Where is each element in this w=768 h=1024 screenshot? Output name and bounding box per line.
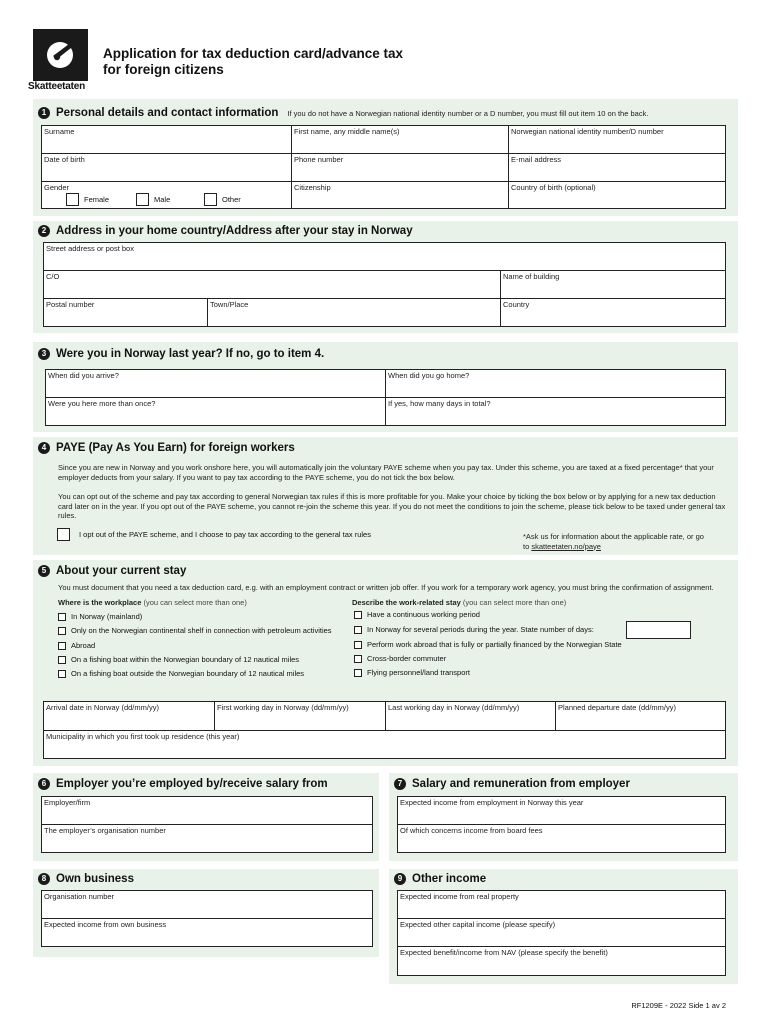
- section-paye: [33, 437, 738, 555]
- departure-date-field[interactable]: Planned departure date (dd/mm/yy): [556, 702, 725, 731]
- logo-mark-icon: [33, 29, 88, 81]
- surname-field[interactable]: Surname: [42, 126, 292, 154]
- address-grid: [43, 242, 726, 327]
- phone-field[interactable]: Phone number: [292, 154, 509, 182]
- section-number: 6: [38, 778, 50, 790]
- section-number: 7: [394, 778, 406, 790]
- workplace-option[interactable]: On a fishing boat outside the Norwegian boundary of 12 nautical miles: [58, 669, 304, 678]
- paye-paragraph-1: Since you are new in Norway and you work onshore here, you will automatically join the voluntary PAYE scheme when you pay tax. Under this scheme, you are taxed at a fixed percentage* that your employer deducts from your salary. If you want to pay tax according to the PAYE scheme, you do not tick the box below.: [58, 463, 714, 482]
- workplace-heading: Where is the workplace (you can select more than one): [58, 598, 247, 607]
- section-7-heading: 7 Salary and remuneration from employer: [394, 778, 630, 790]
- stay-option[interactable]: Cross-border commuter: [354, 654, 446, 663]
- stay-option[interactable]: Have a continuous working period: [354, 610, 480, 619]
- stay-intro: You must document that you need a tax deduction card, e.g. with an employment contract or written job offer. If you work for a temporary work agency, you must bring the confirmation of assignment.: [58, 583, 714, 592]
- checkbox[interactable]: [354, 655, 362, 663]
- salary-grid: [397, 796, 726, 853]
- own-business-grid: [41, 890, 373, 947]
- employer-org-number-field[interactable]: The employer’s organisation number: [42, 825, 372, 852]
- municipality-field[interactable]: Municipality in which you first took up residence (this year): [44, 731, 725, 758]
- employer-grid: [41, 796, 373, 853]
- skatteetaten-logo: [33, 29, 88, 81]
- more-than-once-field[interactable]: Were you here more than once?: [46, 398, 386, 425]
- total-days-field[interactable]: If yes, how many days in total?: [386, 398, 725, 425]
- stay-option[interactable]: Perform work abroad that is fully or partially financed by the Norwegian State: [354, 640, 622, 649]
- workplace-option[interactable]: In Norway (mainland): [58, 612, 142, 621]
- street-address-field[interactable]: Street address or post box: [44, 243, 725, 271]
- section-1-note: If you do not have a Norwegian national identity number or a D number, you must fill out item 10 on the back.: [287, 109, 649, 119]
- went-home-field[interactable]: When did you go home?: [386, 370, 725, 398]
- section-number: 1: [38, 107, 50, 119]
- email-field[interactable]: E-mail address: [509, 154, 725, 182]
- country-field[interactable]: Country: [501, 299, 725, 326]
- gender-male-option[interactable]: Male: [136, 193, 170, 206]
- checkbox[interactable]: [354, 641, 362, 649]
- last-working-day-field[interactable]: Last working day in Norway (dd/mm/yy): [386, 702, 556, 731]
- section-number: 8: [38, 873, 50, 885]
- last-year-grid: [45, 369, 726, 426]
- workplace-option[interactable]: Abroad: [58, 641, 95, 650]
- stay-dates-grid: [43, 701, 726, 759]
- section-number: 4: [38, 442, 50, 454]
- section-5-heading: 5 About your current stay: [38, 565, 186, 577]
- section-number: 2: [38, 225, 50, 237]
- first-working-day-field[interactable]: First working day in Norway (dd/mm/yy): [215, 702, 386, 731]
- section-employer: [33, 773, 379, 861]
- stay-option[interactable]: In Norway for several periods during the year. State number of days:: [354, 625, 594, 634]
- section-8-heading: 8 Own business: [38, 873, 134, 885]
- other-income-grid: [397, 890, 726, 976]
- capital-income-field[interactable]: Expected other capital income (please specify): [398, 919, 725, 947]
- section-4-heading: 4 PAYE (Pay As You Earn) for foreign workers: [38, 442, 295, 454]
- section-number: 9: [394, 873, 406, 885]
- checkbox[interactable]: [58, 656, 66, 664]
- checkbox[interactable]: [58, 627, 66, 635]
- logo-text: Skatteetaten: [28, 81, 86, 92]
- board-fees-field[interactable]: Of which concerns income from board fees: [398, 825, 725, 852]
- paye-link[interactable]: skatteetaten.no/paye: [531, 541, 601, 551]
- organisation-number-field[interactable]: Organisation number: [42, 891, 372, 919]
- checkbox[interactable]: [354, 611, 362, 619]
- section-number: 3: [38, 348, 50, 360]
- country-of-birth-field[interactable]: Country of birth (optional): [509, 182, 725, 208]
- co-field[interactable]: C/O: [44, 271, 501, 299]
- citizenship-field[interactable]: Citizenship: [292, 182, 509, 208]
- section-personal-details: [33, 99, 738, 216]
- checkbox[interactable]: [354, 669, 362, 677]
- checkbox[interactable]: [354, 626, 362, 634]
- section-number: 5: [38, 565, 50, 577]
- section-3-heading: 3 Were you in Norway last year? If no, go to item 4.: [38, 348, 324, 360]
- stay-option[interactable]: Flying personnel/land transport: [354, 668, 470, 677]
- checkbox[interactable]: [204, 193, 217, 206]
- arrival-date-field[interactable]: Arrival date in Norway (dd/mm/yy): [44, 702, 215, 731]
- page-title: Application for tax deduction card/advance tax for foreign citizens: [103, 46, 404, 77]
- expected-employment-income-field[interactable]: Expected income from employment in Norway this year: [398, 797, 725, 825]
- checkbox[interactable]: [136, 193, 149, 206]
- first-name-field[interactable]: First name, any middle name(s): [292, 126, 509, 154]
- paye-ask-note: *Ask us for information about the applicable rate, or go to skatteetaten.no/paye: [523, 532, 704, 551]
- workplace-option[interactable]: On a fishing boat within the Norwegian boundary of 12 nautical miles: [58, 655, 299, 664]
- building-name-field[interactable]: Name of building: [501, 271, 725, 299]
- gender-field: Gender Female Male Other: [42, 182, 292, 208]
- form-footer: RF1209E - 2022 Side 1 av 2: [631, 1001, 726, 1010]
- section-last-year: [33, 342, 738, 432]
- section-own-business: [33, 869, 379, 957]
- real-property-income-field[interactable]: Expected income from real property: [398, 891, 725, 919]
- id-number-field[interactable]: Norwegian national identity number/D number: [509, 126, 725, 154]
- business-income-field[interactable]: Expected income from own business: [42, 919, 372, 946]
- nav-benefit-field[interactable]: Expected benefit/income from NAV (please specify the benefit): [398, 947, 725, 975]
- paye-paragraph-2: You can opt out of the scheme and pay tax according to general Norwegian tax rules if this is more profitable for you. Make your choice by ticking the box below or by applying for a new tax deduction card later on in the year. If you opt out of the PAYE scheme, you cannot re-join the scheme this year. If you do not meet the conditions to join the scheme, please tick below to be taxed under general tax rules.: [58, 492, 726, 520]
- paye-optout-option[interactable]: I opt out of the PAYE scheme, and I choose to pay tax according to the general tax rules: [57, 528, 371, 541]
- checkbox[interactable]: [66, 193, 79, 206]
- workplace-option[interactable]: Only on the Norwegian continental shelf in connection with petroleum activities: [58, 626, 332, 635]
- checkbox[interactable]: [58, 613, 66, 621]
- days-count-input[interactable]: [626, 621, 691, 639]
- section-current-stay: [33, 560, 738, 766]
- section-salary: [389, 773, 738, 861]
- personal-details-grid: [41, 125, 726, 209]
- section-9-heading: 9 Other income: [394, 873, 486, 885]
- postal-number-field[interactable]: Postal number: [44, 299, 208, 326]
- arrival-field[interactable]: When did you arrive?: [46, 370, 386, 398]
- section-address: [33, 221, 738, 333]
- checkbox[interactable]: [57, 528, 70, 541]
- town-field[interactable]: Town/Place: [208, 299, 501, 326]
- section-6-heading: 6 Employer you’re employed by/receive salary from: [38, 778, 328, 790]
- section-2-heading: 2 Address in your home country/Address after your stay in Norway: [38, 225, 413, 237]
- date-of-birth-field[interactable]: Date of birth: [42, 154, 292, 182]
- gender-female-option[interactable]: Female: [66, 193, 109, 206]
- section-other-income: [389, 869, 738, 984]
- checkbox[interactable]: [58, 670, 66, 678]
- gender-other-option[interactable]: Other: [204, 193, 241, 206]
- section-1-heading: 1 Personal details and contact information If you do not have a Norwegian national identity number or a D number, you must fill out item 10 on the back.: [38, 107, 648, 119]
- checkbox[interactable]: [58, 642, 66, 650]
- stay-heading: Describe the work-related stay (you can select more than one): [352, 598, 567, 607]
- employer-field[interactable]: Employer/firm: [42, 797, 372, 825]
